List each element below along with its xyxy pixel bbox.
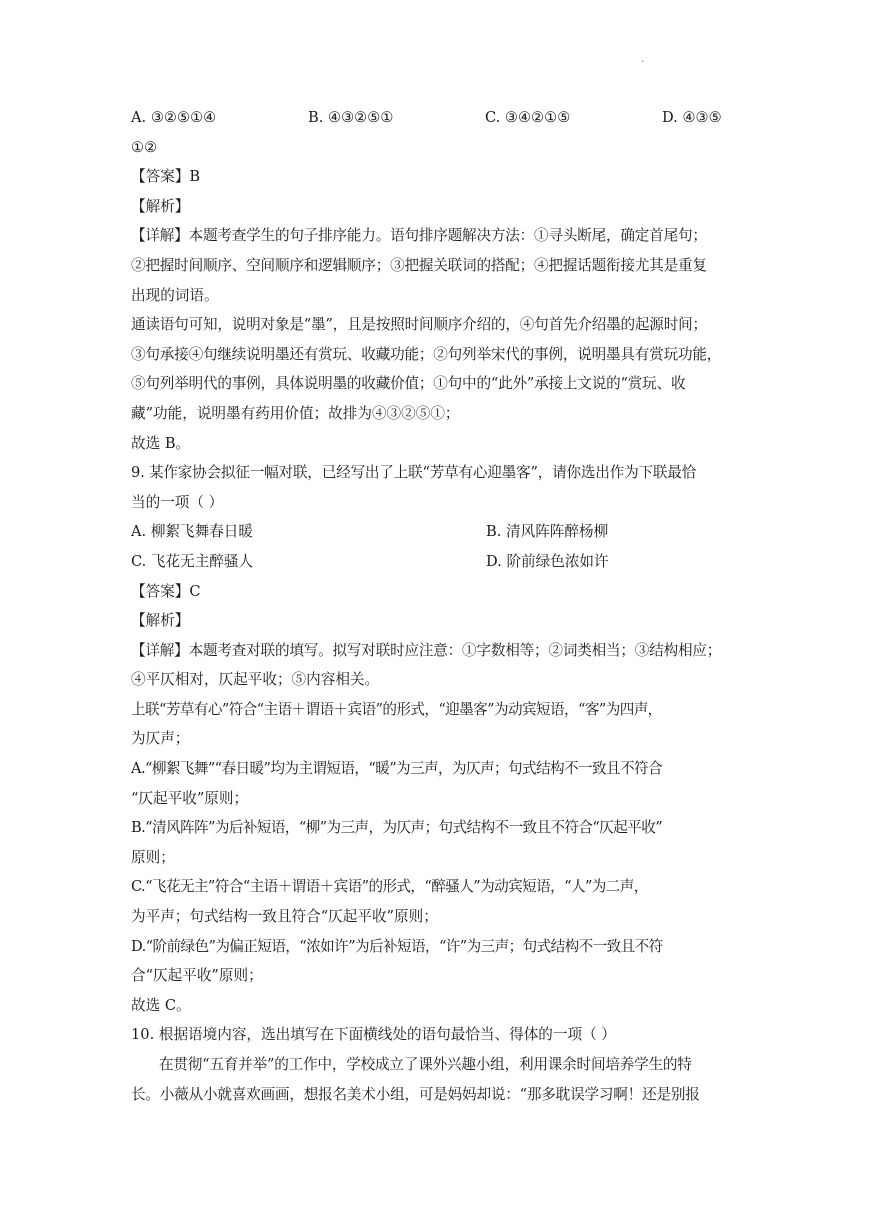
q8-option-d-continued: ①② — [131, 138, 158, 156]
q9-detail-line: 为平声；句式结构一致且符合“仄起平收”原则； — [131, 908, 438, 926]
q9-detail-line: ④平仄相对，仄起平收；⑤内容相关。 — [131, 671, 380, 689]
q9-options-row — [131, 517, 743, 547]
q9-answer: 【答案】C — [131, 582, 201, 600]
q9-detail-line: 为仄声； — [131, 730, 190, 748]
q8-analysis-heading: 【解析】 — [131, 197, 190, 215]
q8-option-c: C. ③④②①⑤ — [485, 109, 571, 126]
q9-detail-line: D.“阶前绿色”为偏正短语，“浓如许”为后补短语，“许”为三声；句式结构不一致且不符 — [131, 937, 663, 955]
q8-answer: 【答案】B — [131, 168, 201, 186]
document-page — [131, 103, 743, 1109]
q8-detail-line: 藏”功能，说明墨有药用价值；故排为④③②⑤①； — [131, 404, 460, 422]
q9-detail-line: 合“仄起平收”原则； — [131, 967, 263, 985]
q8-option-b: B. ④③②⑤① — [308, 109, 394, 126]
q9-detail-line: 原则； — [131, 848, 175, 866]
q8-detail-line: ⑤句列举明代的事例，具体说明墨的收藏价值；①句中的“此外”承接上文说的“赏玩、收 — [131, 375, 686, 393]
q8-detail-line: 【详解】本题考查学生的句子排序能力。语句排序题解决方法：①寻头断尾，确定首尾句； — [131, 227, 707, 245]
q9-option-d: D. 阶前绿色浓如许 — [486, 552, 609, 570]
q10-stem: 10. 根据语境内容，选出填写在下面横线处的语句最恰当、得体的一项（ ） — [131, 1026, 616, 1044]
q9-options-row — [131, 547, 743, 577]
q8-detail-line: 故选 B。 — [131, 434, 191, 452]
q8-option-a: A. ③②⑤①④ — [131, 109, 217, 126]
q9-stem-line: 9. 某作家协会拟征一幅对联，已经写出了上联“芳草有心迎墨客”，请你选出作为下联最恰 — [131, 464, 697, 482]
q9-detail-line: C.“飞花无主”符合“主语＋谓语＋宾语”的形式，“醉骚人”为动宾短语，“人”为二声， — [131, 878, 648, 896]
q9-analysis-heading: 【解析】 — [131, 612, 190, 630]
q9-detail-line: B.“清风阵阵”为后补短语，“柳”为三声，为仄声；句式结构不一致且不符合“仄起平收” — [131, 819, 663, 837]
q9-detail-line: A.“柳絮飞舞”“春日暖”均为主谓短语，“暖”为三声，为仄声；句式结构不一致且不符合 — [131, 760, 662, 778]
q8-detail-line: ②把握时间顺序、空间顺序和逻辑顺序；③把握关联词的搭配；④把握话题衔接尤其是重复 — [131, 256, 707, 274]
q9-option-c: C. 飞花无主醉骚人 — [131, 552, 254, 570]
q9-option-a: A. 柳絮飞舞春日暖 — [131, 523, 253, 541]
q9-detail-line: 故选 C。 — [131, 996, 191, 1014]
q8-detail-line: 通读语句可知，说明对象是“墨”，且是按照时间顺序介绍的，④句首先介绍墨的起源时间； — [131, 316, 707, 334]
q8-detail-line: 出现的词语。 — [131, 286, 219, 304]
q9-stem-line: 当的一项（ ） — [131, 493, 224, 511]
header-mark: . — [641, 54, 645, 65]
q9-detail-line: 【详解】本题考查对联的填写。拟写对联时应注意：①字数相等；②词类相当；③结构相应； — [131, 641, 722, 659]
q9-detail-line: “仄起平收”原则； — [131, 789, 249, 807]
q10-passage-line: 在贯彻“五育并举”的工作中，学校成立了课外兴趣小组，利用课余时间培养学生的特 — [159, 1056, 692, 1073]
q9-option-b: B. 清风阵阵醉杨柳 — [486, 523, 609, 541]
q9-detail-line: 上联“芳草有心”符合“主语＋谓语＋宾语”的形式，“迎墨客”为动宾短语，“客”为四声， — [131, 700, 662, 718]
q8-options — [131, 103, 743, 133]
q10-passage-line: 长。小薇从小就喜欢画画，想报名美术小组，可是妈妈却说：“那多耽误学习啊！还是别报 — [131, 1085, 700, 1103]
q8-detail-line: ③句承接④句继续说明墨还有赏玩、收藏功能；②句列举宋代的事例，说明墨具有赏玩功能， — [131, 345, 722, 363]
q8-option-d: D. ④③⑤ — [662, 109, 722, 126]
